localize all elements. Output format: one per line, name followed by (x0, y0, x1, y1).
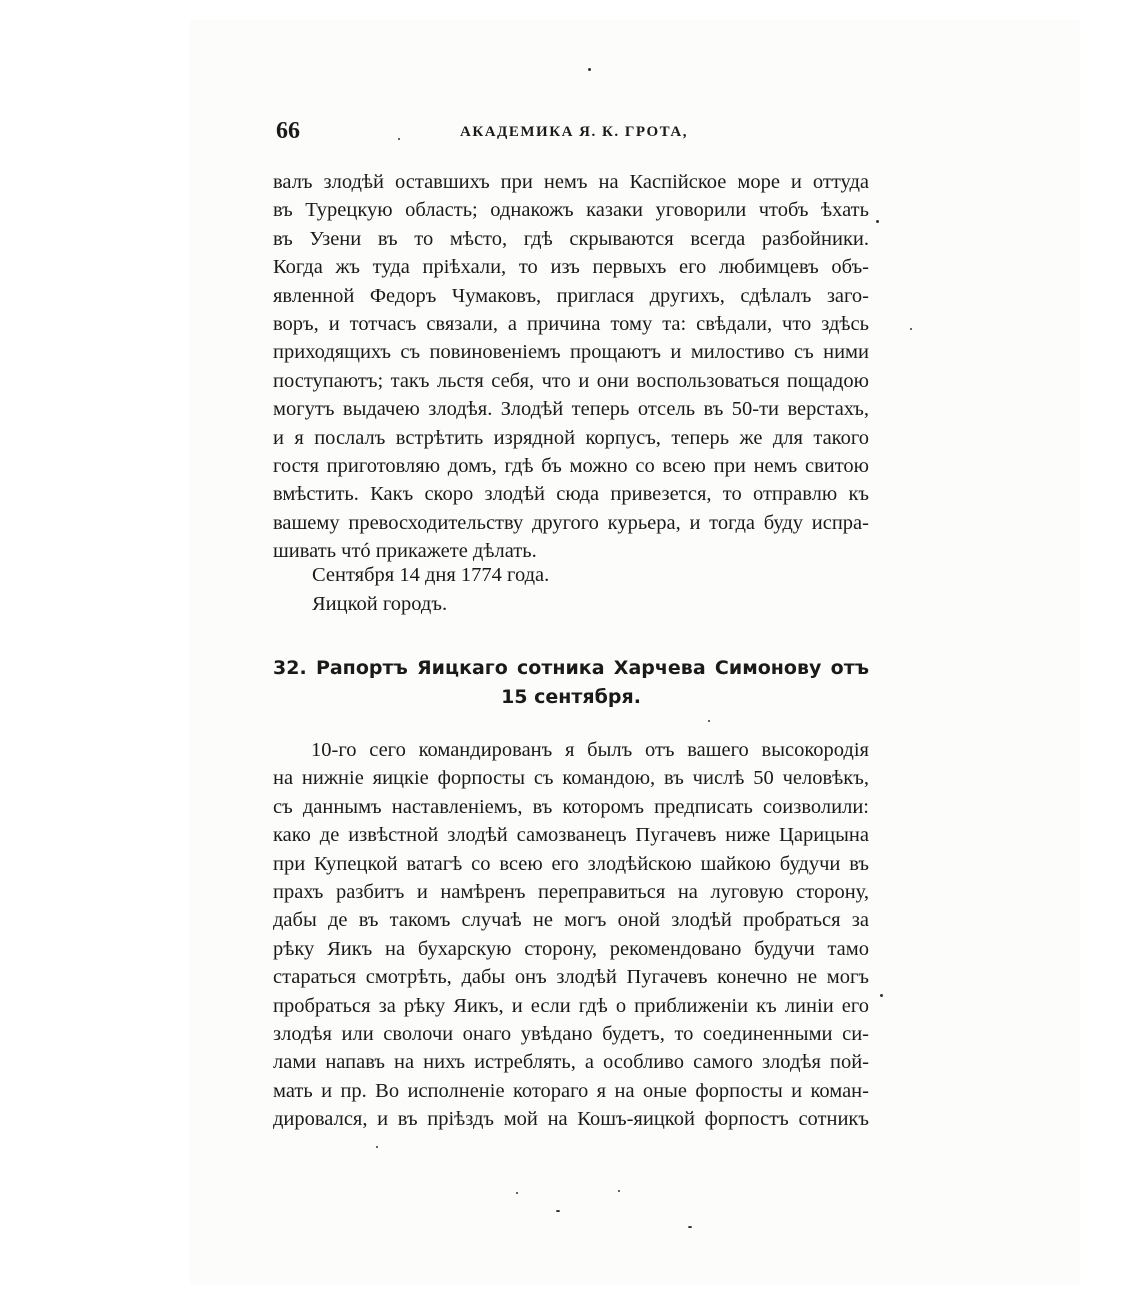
scan-speck (876, 220, 879, 223)
text-line: злодѣя или сволочи онаго увѣдано будетъ, то соединенными си- (273, 1022, 869, 1045)
text-line: воръ, и тотчасъ связали, а причина тому та: свѣдали, что здѣсь (273, 312, 869, 335)
letter-body (273, 168, 869, 565)
text-line: и я послалъ встрѣтить изрядной корпусъ, теперь же для такого (273, 426, 869, 449)
text-line: съ даннымъ наставленіемъ, въ которомъ предписать соизволили: (273, 795, 869, 818)
section-heading-line: 15 сентября. (501, 686, 641, 708)
report-body (273, 736, 869, 1133)
text-line: вмѣстить. Какъ скоро злодѣй сюда привезется, то отправлю къ (273, 483, 869, 506)
scan-speck (588, 68, 591, 71)
letter-place: Яицкой городъ. (312, 593, 448, 615)
text-line: явленной Федоръ Чумаковъ, приглася другихъ, сдѣлалъ заго- (273, 284, 869, 307)
text-line: поступаютъ; такъ льстя себя, что и они воспользоваться пощадою (273, 369, 869, 392)
text-line: валъ злодѣй оставшихъ при немъ на Каспійское море и оттуда (273, 171, 869, 193)
text-line: дировался, и въ пріѣздъ мой на Кошъ-яицкой форпостъ сотникъ (273, 1108, 869, 1131)
text-line: гостя приготовляю домъ, гдѣ бъ можно со всею при немъ свитою (273, 454, 869, 477)
text-line: 10-го сего командированъ я былъ отъ вашего высокородія (311, 739, 869, 761)
scan-speck (556, 1210, 560, 1212)
scan-speck (398, 138, 400, 140)
scan-speck (618, 1190, 620, 1192)
text-line: шивать чтó прикажете дѣлать. (273, 540, 537, 563)
text-line: прахъ разбитъ и намѣренъ переправиться на луговую сторону, (273, 880, 869, 903)
text-line: вашему превосходительству другого курьера, и тогда буду испра- (273, 511, 869, 534)
text-line: Когда жъ туда пріѣхали, то изъ первыхъ его любимцевъ объ- (273, 256, 869, 279)
text-line: на нижніе яицкіе форпосты съ командою, въ числѣ 50 человѣкъ, (273, 767, 869, 790)
text-line: приходящихъ съ повиновеніемъ прощаютъ и милостиво съ ними (273, 341, 869, 364)
section-heading-line: 32. Рапортъ Яицкаго сотника Харчева Симонову отъ (273, 657, 869, 679)
text-line: могутъ выдачею злодѣя. Злодѣй теперь отсель въ 50-ти верстахъ, (273, 398, 869, 421)
running-title: АКАДЕМИКА Я. К. ГРОТА, (460, 124, 688, 140)
running-head (276, 118, 868, 150)
scan-speck (376, 1146, 378, 1148)
scan-speck (880, 994, 883, 997)
text-line: како де извѣстной злодѣй самозванецъ Пугачевъ ниже Царицына (273, 824, 869, 847)
section-heading (273, 654, 869, 712)
text-line: дабы де въ такомъ случаѣ не могъ оной злодѣй пробраться за (273, 909, 869, 932)
text-line: мать и пр. Во исполненіе котораго я на оные форпосты и коман- (273, 1079, 869, 1102)
scan-speck (516, 1192, 518, 1194)
letter-date: Сентября 14 дня 1774 года. (312, 564, 550, 586)
scan-speck (688, 1226, 692, 1228)
text-line: лами напавъ на нихъ истреблять, а особливо самого злодѣя пой- (273, 1051, 869, 1074)
text-line: пробраться за рѣку Яикъ, и если гдѣ о приближеніи къ линіи его (273, 994, 869, 1017)
text-line: рѣку Яикъ на бухарскую сторону, рекомендовано будучи тамо (273, 937, 869, 960)
text-line: въ Турецкую область; однакожъ казаки уговорили чтобъ ѣхать (273, 199, 869, 222)
scan-speck (708, 720, 710, 722)
text-line: при Купецкой ватагѣ со всею его злодѣйскою шайкою будучи въ (273, 852, 869, 875)
text-line: стараться смотрѣть, дабы онъ злодѣй Пугачевъ конечно не могъ (273, 966, 869, 989)
text-line: въ Узени въ то мѣсто, гдѣ скрываются всегда разбойники. (273, 227, 869, 250)
scan-speck (910, 328, 912, 330)
page-number: 66 (276, 118, 300, 144)
